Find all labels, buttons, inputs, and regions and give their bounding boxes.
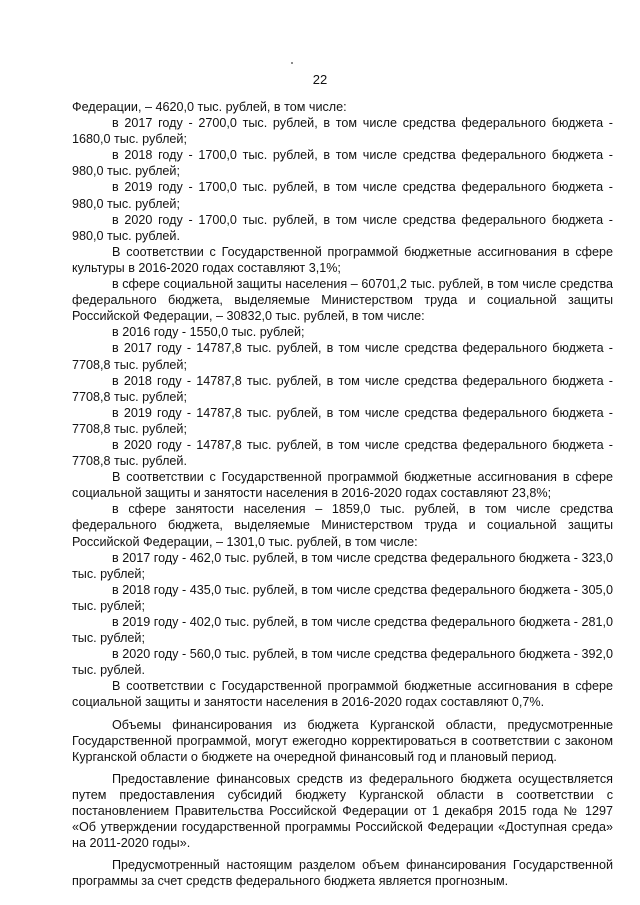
paragraph: в сфере социальной защиты населения – 60701,2 тыс. рублей, в том числе средства федерального бюджета, выделяемые Министерством труда и социальной защиты Российской Федерации, – 30832,0 тыс. рублей, в том числе:: [72, 277, 613, 324]
scan-artifact-dot: [291, 62, 293, 64]
paragraph: в 2018 году - 1700,0 тыс. рублей, в том числе средства федерального бюджета - 980,0 тыс. рублей;: [72, 148, 613, 179]
paragraph: в 2019 году - 14787,8 тыс. рублей, в том числе средства федерального бюджета - 7708,8 тыс. рублей;: [72, 405, 613, 436]
paragraph: В соответствии с Государственной программой бюджетные ассигнования в сфере социальной защиты и занятости населения в 2016-2020 годах составляют 23,8%;: [72, 470, 613, 501]
paragraph: В соответствии с Государственной программой бюджетные ассигнования в сфере культуры в 2016-2020 годах составляют 3,1%;: [72, 244, 613, 275]
paragraph: Предоставление финансовых средств из федерального бюджета осуществляется путем предоставления субсидий бюджету Курганской области в соответствии с постановлением Правительства Российской Федерации от 1 декабря 2015 года № 1297 «Об утверждении государственной программы Российской Федерации «Доступная среда» на 2011-2020 годы».: [72, 771, 613, 851]
document-body: [72, 99, 613, 890]
paragraph: в 2019 году - 1700,0 тыс. рублей, в том числе средства федерального бюджета - 980,0 тыс. рублей;: [72, 180, 613, 211]
paragraph: Предусмотренный настоящим разделом объем финансирования Государственной программы за счет средств федерального бюджета является прогнозным.: [72, 858, 613, 889]
paragraph: в 2017 году - 2700,0 тыс. рублей, в том числе средства федерального бюджета - 1680,0 тыс. рублей;: [72, 116, 613, 147]
paragraph: в 2020 году - 560,0 тыс. рублей, в том числе средства федерального бюджета - 392,0 тыс. рублей.: [72, 647, 613, 678]
paragraph: в 2017 году - 14787,8 тыс. рублей, в том числе средства федерального бюджета - 7708,8 тыс. рублей;: [72, 341, 613, 372]
paragraph: в 2020 году - 1700,0 тыс. рублей, в том числе средства федерального бюджета - 980,0 тыс. рублей.: [72, 212, 613, 243]
paragraph: в 2020 году - 14787,8 тыс. рублей, в том числе средства федерального бюджета - 7708,8 тыс. рублей.: [72, 437, 613, 469]
paragraph: в 2017 году - 462,0 тыс. рублей, в том числе средства федерального бюджета - 323,0 тыс. рублей;: [72, 550, 613, 581]
paragraph: в 2016 году - 1550,0 тыс. рублей;: [112, 325, 305, 340]
paragraph: в сфере занятости населения – 1859,0 тыс. рублей, в том числе средства федерального бюджета, выделяемые Министерством труда и социальной защиты Российской Федерации, – 1301,0 тыс. рублей, в том числе:: [72, 502, 613, 549]
paragraph: в 2019 году - 402,0 тыс. рублей, в том числе средства федерального бюджета - 281,0 тыс. рублей;: [72, 615, 613, 646]
paragraph: В соответствии с Государственной программой бюджетные ассигнования в сфере социальной защиты и занятости населения в 2016-2020 годах составляют 0,7%.: [72, 679, 613, 710]
paragraph: в 2018 году - 14787,8 тыс. рублей, в том числе средства федерального бюджета - 7708,8 тыс. рублей;: [72, 373, 613, 404]
paragraph: Федерации, – 4620,0 тыс. рублей, в том числе:: [72, 100, 347, 114]
page-number: 22: [312, 72, 328, 87]
paragraph: в 2018 году - 435,0 тыс. рублей, в том числе средства федерального бюджета - 305,0 тыс. рублей;: [72, 582, 613, 613]
paragraph: Объемы финансирования из бюджета Курганской области, предусмотренные Государственной программой, могут ежегодно корректироваться в соответствии с законом Курганской области о бюджете на очередной финансовый год и плановый период.: [72, 717, 613, 764]
